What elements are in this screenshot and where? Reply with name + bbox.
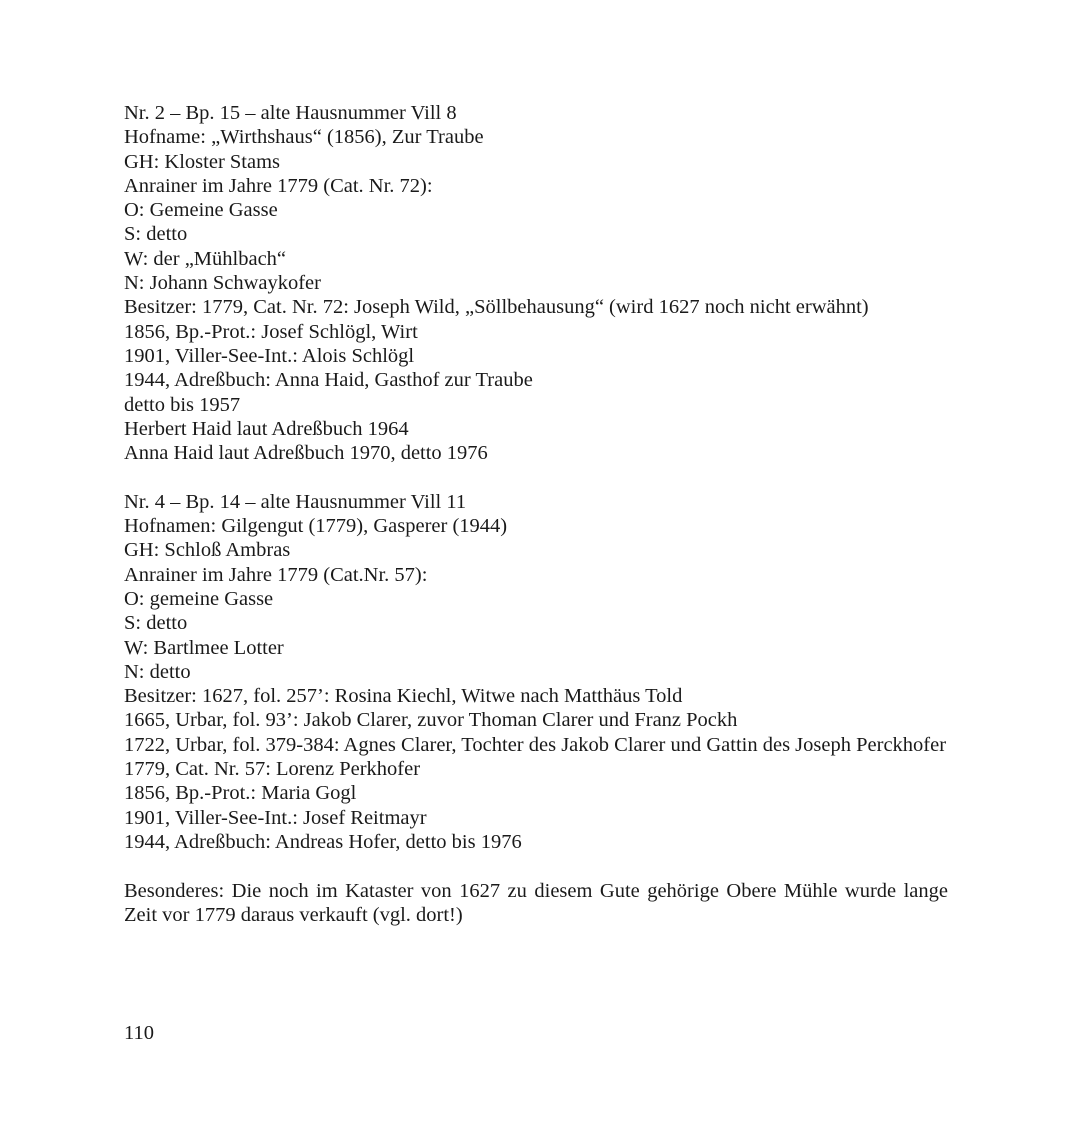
entry-2-gh: GH: Schloß Ambras (124, 539, 291, 562)
entry-2-neighbor-w: W: Bartlmee Lotter (124, 636, 284, 659)
entry-1-neighbor-n: N: Johann Schwaykofer (124, 272, 321, 295)
besonderes-note: Besonderes: Die noch im Kataster von 1627 zu diesem Gute gehörige Obere Mühle wurde lange Zeit vor 1779 daraus verkauft (vgl. dort!) (124, 879, 948, 926)
entry-2-heading: Nr. 4 – Bp. 14 – alte Hausnummer Vill 11 (124, 490, 467, 513)
page-body (124, 101, 948, 927)
entry-2-owner: 1856, Bp.-Prot.: Maria Gogl (124, 782, 357, 805)
entry-1-besitzer: Besitzer: 1779, Cat. Nr. 72: Joseph Wild, „Söllbehausung“ (wird 1627 noch nicht erwähnt) (124, 296, 869, 319)
entry-1-neighbor-o: O: Gemeine Gasse (124, 199, 278, 222)
entry-1-owner: 1856, Bp.-Prot.: Josef Schlögl, Wirt (124, 320, 418, 343)
entry-2-owner: 1944, Adreßbuch: Andreas Hofer, detto bis 1976 (124, 830, 522, 853)
entry-1-heading: Nr. 2 – Bp. 15 – alte Hausnummer Vill 8 (124, 102, 457, 124)
entry-2-neighbor-s: S: detto (124, 612, 188, 635)
entry-1-owner: Anna Haid laut Adreßbuch 1970, detto 1976 (124, 442, 488, 465)
entry-2-urbar-1722: 1722, Urbar, fol. 379-384: Agnes Clarer, Tochter des Jakob Clarer und Gattin des Joseph Perckhofer (124, 733, 947, 756)
entry-1-gh: GH: Kloster Stams (124, 150, 281, 173)
entry-2-hofname: Hofnamen: Gilgengut (1779), Gasperer (1944) (124, 515, 508, 538)
entry-1-owner: detto bis 1957 (124, 393, 241, 416)
paragraph-gap (124, 465, 948, 489)
entry-2-neighbor-o: O: gemeine Gasse (124, 587, 274, 610)
page-number: 110 (124, 1022, 154, 1044)
entry-1-neighbor-w: W: der „Mühlbach“ (124, 247, 287, 270)
entry-2-owner: 1901, Viller-See-Int.: Josef Reitmayr (124, 806, 427, 829)
entry-2-owner: 1779, Cat. Nr. 57: Lorenz Perkhofer (124, 758, 421, 781)
entry-1-owner: Herbert Haid laut Adreßbuch 1964 (124, 417, 409, 440)
entry-2-neighbor-n: N: detto (124, 660, 191, 683)
entry-1-anrainer: Anrainer im Jahre 1779 (Cat. Nr. 72): (124, 174, 433, 197)
entry-1-owner: 1944, Adreßbuch: Anna Haid, Gasthof zur Traube (124, 369, 533, 392)
entry-1-hofname: Hofname: „Wirthshaus“ (1856), Zur Traube (124, 126, 484, 149)
entry-1-owner: 1901, Viller-See-Int.: Alois Schlögl (124, 344, 415, 367)
paragraph-gap (124, 854, 948, 878)
entry-2-anrainer: Anrainer im Jahre 1779 (Cat.Nr. 57): (124, 563, 428, 586)
entry-1-neighbor-s: S: detto (124, 223, 188, 246)
entry-2-besitzer: Besitzer: 1627, fol. 257’: Rosina Kiechl, Witwe nach Matthäus Told (124, 685, 683, 708)
entry-2-urbar-1665: 1665, Urbar, fol. 93’: Jakob Clarer, zuvor Thoman Clarer und Franz Pockh (124, 709, 738, 732)
